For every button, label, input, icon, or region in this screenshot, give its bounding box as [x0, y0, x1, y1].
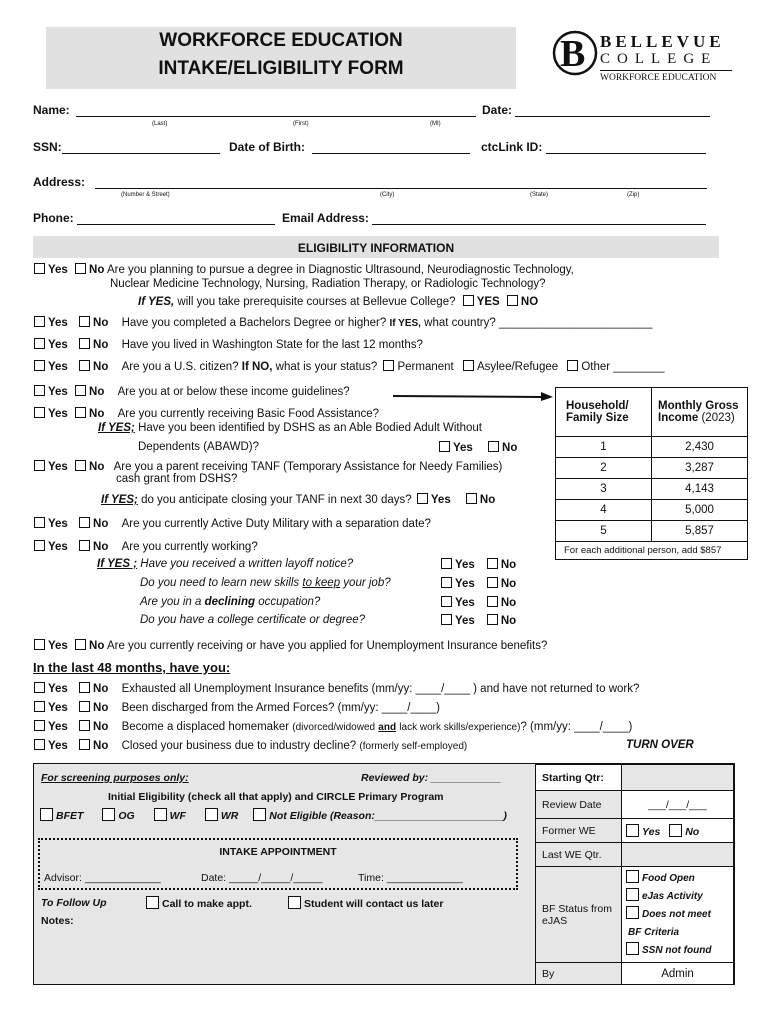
starting-qtr-field[interactable] [622, 765, 734, 791]
declining-answers: Yes No [441, 596, 516, 609]
ssn-not-found-checkbox[interactable] [626, 942, 639, 955]
tanf-yes-checkbox[interactable] [34, 460, 45, 471]
bf-status-options: Food Open eJas Activity Does not meet BF Criteria SSN not found [622, 867, 734, 963]
student-contact-checkbox[interactable] [288, 896, 301, 909]
tanf-closing: If YES; do you anticipate closing your TANF in next 30 days? Yes No [101, 494, 496, 506]
last-hint: (Last) [152, 121, 168, 127]
household-header: Household/ Family Size [556, 388, 652, 437]
intake-title: INTAKE APPOINTMENT [219, 846, 337, 858]
date-label: Date: [482, 103, 513, 117]
washington-question: Yes No Have you lived in Washington State for the last 12 months? [34, 338, 423, 351]
tanf-closing-yes-checkbox[interactable] [417, 493, 428, 504]
food-yes-checkbox[interactable] [34, 407, 45, 418]
mi-hint: (MI) [430, 121, 441, 127]
phone-field[interactable] [77, 224, 275, 225]
admin-side-table [535, 764, 734, 985]
not-eligible-checkbox[interactable] [253, 808, 266, 821]
turn-over-label: TURN OVER [626, 739, 694, 751]
city-hint: (City) [380, 192, 395, 198]
form-title-line2: INTAKE/ELIGIBILITY FORM [158, 58, 404, 79]
tanf-closing-no-checkbox[interactable] [466, 493, 477, 504]
dob-label: Date of Birth: [229, 140, 305, 154]
certificate-yes-checkbox[interactable] [441, 614, 452, 625]
skills-answers: Yes No [441, 577, 516, 590]
income-row [556, 521, 748, 542]
income-cell: 5,857 [652, 521, 748, 542]
logo-line3: WORKFORCE EDUCATION [600, 73, 717, 83]
skills-yes-checkbox[interactable] [441, 577, 452, 588]
business-yes-checkbox[interactable] [34, 739, 45, 750]
discharged-no-checkbox[interactable] [79, 701, 90, 712]
logo-line2: COLLEGE [600, 51, 718, 67]
citizen-question: Yes No Are you a U.S. citizen? If NO, what is your status? Permanent Asylee/Refugee Other ________ [34, 360, 664, 373]
initial-eligibility-label: Initial Eligibility (check all that apply) and CIRCLE Primary Program [108, 791, 444, 803]
appointment-date-field[interactable]: Date: _____/_____/_____ [201, 872, 323, 884]
household-size-cell: 4 [556, 500, 652, 521]
advisor-field[interactable]: Advisor: _____________ [44, 872, 161, 884]
income-row [556, 437, 748, 458]
does-not-meet-checkbox[interactable] [626, 906, 639, 919]
working-question: Yes No Are you currently working? [34, 540, 258, 553]
exhausted-question: Yes No Exhausted all Unemployment Insurance benefits (mm/yy: ____/____ ) and have not returned to work? [34, 682, 639, 695]
food-no-checkbox[interactable] [75, 407, 86, 418]
income-footnote: For each additional person, add $857 [556, 542, 748, 560]
tanf-question: Yes No Are you a parent receiving TANF (Temporary Assistance for Needy Families) [34, 460, 502, 473]
income-cell: 2,430 [652, 437, 748, 458]
certificate-no-checkbox[interactable] [487, 614, 498, 625]
income-header: Monthly Gross Income (2023) [652, 388, 748, 437]
call-option: Call to make appt. [146, 896, 252, 910]
certificate-question: Do you have a college certificate or degree? [140, 614, 366, 626]
email-label: Email Address: [282, 211, 369, 225]
household-size-cell: 1 [556, 437, 652, 458]
income-row [556, 458, 748, 479]
bachelors-no-checkbox[interactable] [79, 316, 90, 327]
discharged-question: Yes No Been discharged from the Armed Forces? (mm/yy: ____/____) [34, 701, 440, 714]
income-cell: 3,287 [652, 458, 748, 479]
starting-qtr-label: Starting Qtr: [536, 765, 622, 791]
screening-label: For screening purposes only: [41, 772, 189, 784]
income-question: Yes No Are you at or below these income guidelines? [34, 385, 350, 398]
date-field[interactable] [515, 116, 710, 117]
food-open-checkbox[interactable] [626, 870, 639, 883]
form-title-line1: WORKFORCE EDUCATION [159, 30, 403, 51]
ctclink-field[interactable] [546, 153, 706, 154]
layoff-no-checkbox[interactable] [487, 558, 498, 569]
business-no-checkbox[interactable] [79, 739, 90, 750]
skills-question: Do you need to learn new skills to keep your job? [140, 577, 391, 589]
discharged-yes-checkbox[interactable] [34, 701, 45, 712]
income-yes-checkbox[interactable] [34, 385, 45, 396]
ejas-activity-checkbox[interactable] [626, 888, 639, 901]
call-checkbox[interactable] [146, 896, 159, 909]
exhausted-yes-checkbox[interactable] [34, 682, 45, 693]
program-options: BFET OG WF WR Not Eligible (Reason:______________________) [40, 808, 507, 822]
washington-yes-checkbox[interactable] [34, 338, 45, 349]
last-we-label: Last WE Qtr. [536, 843, 622, 867]
food-abawd-line2: Dependents (ABAWD)? [138, 441, 260, 453]
exhausted-no-checkbox[interactable] [79, 682, 90, 693]
name-field[interactable] [76, 116, 476, 117]
citizen-no-checkbox[interactable] [79, 360, 90, 371]
layoff-answers: Yes No [441, 558, 516, 571]
degree-question: Yes No Are you planning to pursue a degree in Diagnostic Ultrasound, Neurodiagnostic Technology, [34, 263, 574, 276]
review-date-label: Review Date [536, 791, 622, 819]
washington-no-checkbox[interactable] [79, 338, 90, 349]
abawd-answers: Yes No [439, 441, 517, 454]
unemployment-question: Yes No Are you currently receiving or have you applied for Unemployment Insurance benefits? [34, 639, 547, 652]
student-option: Student will contact us later [288, 896, 443, 910]
address-label: Address: [33, 175, 86, 189]
former-we-options: Yes No [622, 819, 734, 843]
email-field[interactable] [372, 224, 706, 225]
former-we-label: Former WE [536, 819, 622, 843]
degree-no-checkbox[interactable] [75, 263, 86, 274]
household-size-cell: 2 [556, 458, 652, 479]
wf-checkbox[interactable] [154, 808, 167, 821]
last48-heading: In the last 48 months, have you: [33, 660, 231, 675]
abawd-no-checkbox[interactable] [488, 441, 499, 452]
abawd-yes-checkbox[interactable] [439, 441, 450, 452]
status-other-checkbox[interactable] [567, 360, 578, 371]
food-question: Yes No Are you currently receiving Basic Food Assistance? [34, 407, 379, 420]
ssn-field[interactable] [62, 153, 220, 154]
homemaker-question: Yes No Become a displaced homemaker (divorced/widowed and lack work skills/experience)? (mm/yy: ____/____) [34, 720, 632, 733]
degree-prereq-yes-checkbox[interactable] [463, 295, 474, 306]
bachelors-question: Yes No Have you completed a Bachelors Degree or higher? If YES, what country? ________________________ [34, 316, 652, 329]
appointment-time-field[interactable]: Time: _____________ [358, 872, 463, 884]
bf-status-label: BF Status from eJAS [536, 867, 622, 963]
tanf-question-line2: cash grant from DSHS? [116, 473, 238, 485]
household-size-cell: 3 [556, 479, 652, 500]
income-no-checkbox[interactable] [75, 385, 86, 396]
degree-prereq-no-checkbox[interactable] [507, 295, 518, 306]
by-label: By [536, 963, 622, 985]
skills-no-checkbox[interactable] [487, 577, 498, 588]
working-no-checkbox[interactable] [79, 540, 90, 551]
reviewed-by: Reviewed by: ____________ [361, 772, 502, 784]
declining-no-checkbox[interactable] [487, 596, 498, 607]
homemaker-no-checkbox[interactable] [79, 720, 90, 731]
unemployment-yes-checkbox[interactable] [34, 639, 45, 650]
military-question: Yes No Are you currently Active Duty Military with a separation date? [34, 517, 431, 530]
bellevue-logo [552, 30, 742, 88]
to-follow-up-label: To Follow Up [41, 897, 107, 909]
ssn-label: SSN: [33, 140, 62, 154]
former-we-yes-checkbox[interactable] [626, 824, 639, 837]
status-permanent-checkbox[interactable] [383, 360, 394, 371]
arrow-icon [393, 390, 553, 402]
layoff-question: If YES ; Have you received a written layoff notice? [97, 558, 354, 570]
tanf-no-checkbox[interactable] [75, 460, 86, 471]
income-row [556, 479, 748, 500]
food-abawd-line1: If YES; Have you been identified by DSHS as an Able Bodied Adult Without [98, 422, 483, 434]
eligibility-title: ELIGIBILITY INFORMATION [297, 241, 455, 255]
admin-value: Admin [622, 963, 734, 985]
state-hint: (State) [530, 192, 549, 198]
declining-yes-checkbox[interactable] [441, 596, 452, 607]
household-size-cell: 5 [556, 521, 652, 542]
address-field[interactable] [95, 188, 707, 189]
name-label: Name: [33, 103, 70, 117]
logo-b-letter: B [560, 33, 586, 75]
income-cell: 4,143 [652, 479, 748, 500]
working-yes-checkbox[interactable] [34, 540, 45, 551]
status-asylee-checkbox[interactable] [463, 360, 474, 371]
notes-label: Notes: [41, 915, 74, 927]
homemaker-yes-checkbox[interactable] [34, 720, 45, 731]
former-we-no-checkbox[interactable] [669, 824, 682, 837]
logo-line1: BELLEVUE [600, 32, 725, 51]
zip-hint: (Zip) [627, 192, 640, 198]
ctclink-label: ctcLink ID: [481, 140, 543, 154]
business-question: Yes No Closed your business due to industry decline? (formerly self-employed) [34, 739, 467, 752]
military-no-checkbox[interactable] [79, 517, 90, 528]
declining-question: Are you in a declining occupation? [140, 596, 321, 608]
degree-question-line2: Nuclear Medicine Technology, Nursing, Radiation Therapy, or Radiologic Technology? [110, 278, 546, 290]
certificate-answers: Yes No [441, 614, 516, 627]
bachelors-yes-checkbox[interactable] [34, 316, 45, 327]
degree-yes-checkbox[interactable] [34, 263, 45, 274]
first-hint: (First) [293, 121, 309, 127]
income-row [556, 500, 748, 521]
layoff-yes-checkbox[interactable] [441, 558, 452, 569]
review-date-field[interactable]: ___/___/___ [622, 791, 734, 819]
unemployment-no-checkbox[interactable] [75, 639, 86, 650]
bfet-checkbox[interactable] [40, 808, 53, 821]
wr-checkbox[interactable] [205, 808, 218, 821]
dob-field[interactable] [312, 153, 470, 154]
og-checkbox[interactable] [102, 808, 115, 821]
citizen-yes-checkbox[interactable] [34, 360, 45, 371]
income-cell: 5,000 [652, 500, 748, 521]
degree-question-line3: If YES, will you take prerequisite courses at Bellevue College? YES NO [138, 296, 539, 308]
phone-label: Phone: [33, 211, 74, 225]
logo-divider [600, 70, 732, 71]
income-table [555, 387, 748, 560]
military-yes-checkbox[interactable] [34, 517, 45, 528]
street-hint: (Number & Street) [121, 192, 170, 198]
last-we-field[interactable] [622, 843, 734, 867]
